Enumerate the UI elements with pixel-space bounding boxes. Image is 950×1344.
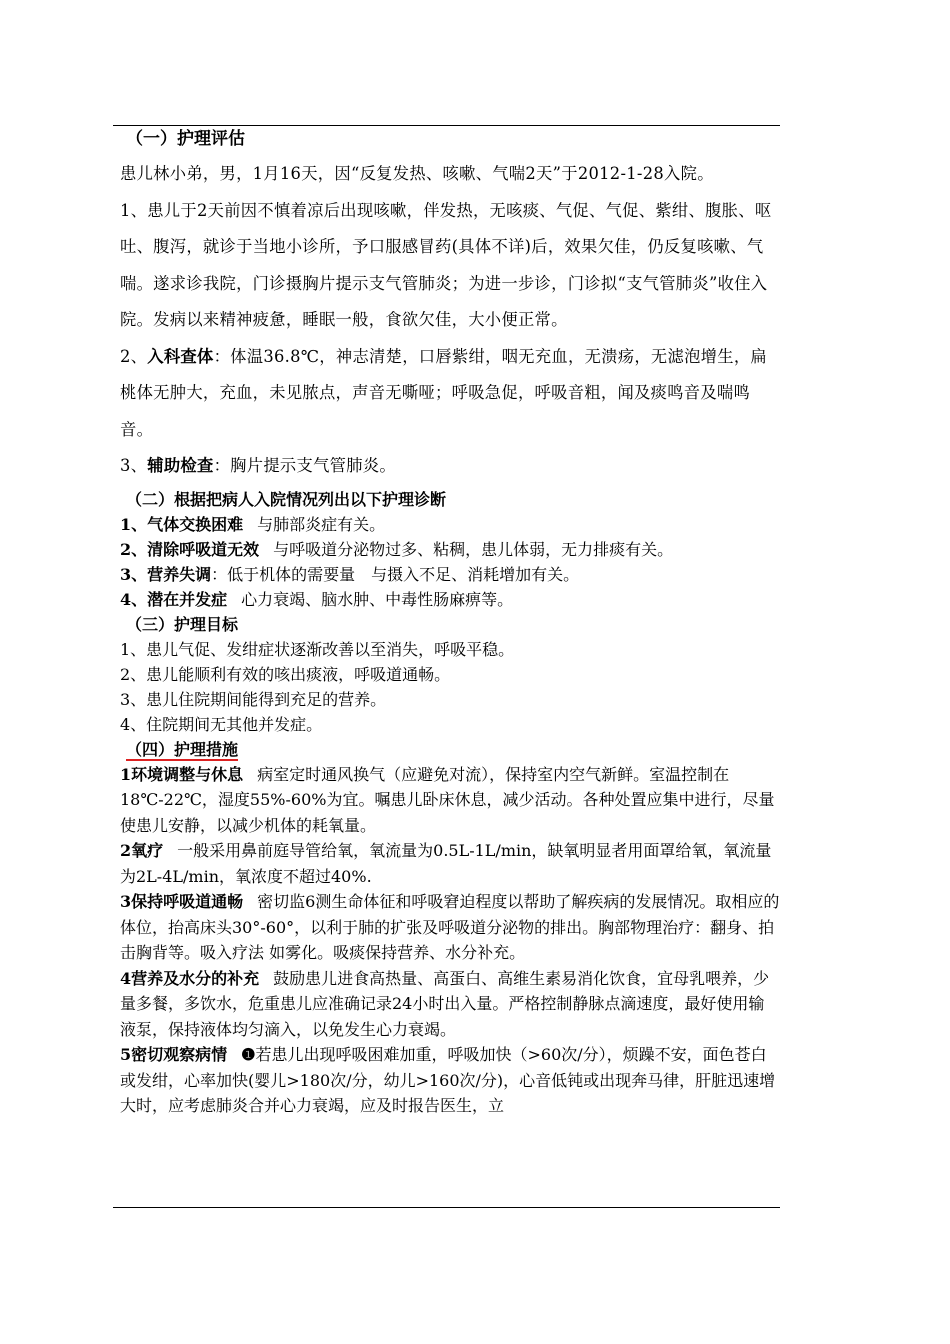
aux-prefix: 3、: [120, 456, 148, 475]
section-diagnosis: [120, 487, 780, 612]
measure-label: 2氧疗: [120, 841, 164, 860]
measure-text: 鼓励患儿进食高热量、高蛋白、高维生素易消化饮食，宜母乳喂养，少量多餐，多饮水，危重患儿应准确记录24小时出入量。严格控制静脉点滴速度，最好使用输液泵，保持液体均匀滴入，以免发生心力衰竭。: [120, 968, 770, 1039]
aux-text: ：胸片提示支气管肺炎。: [213, 456, 396, 475]
diagnosis-label: 1、气体交换困难: [120, 514, 244, 534]
measure-text: 一般采用鼻前庭导管给氧，氧流量为0.5L-1L/min，缺氧明显者用面罩给氧，氧流量为2L-4L/min，氧浓度不超过40%.: [120, 841, 772, 886]
footer-rule: [113, 1207, 780, 1208]
diagnosis-item-1: [120, 512, 780, 537]
measure-item-4: [120, 966, 780, 1043]
document-page: [120, 126, 780, 1119]
diagnosis-item-2: [120, 537, 780, 562]
measure-label: 5密切观察病情: [120, 1045, 228, 1064]
section-measures: [120, 737, 780, 1119]
diagnosis-text: 心力衰竭、脑水肿、中毒性肠麻痹等。: [241, 589, 514, 609]
section-title-measures: [126, 737, 780, 762]
measure-label: 3保持呼吸道通畅: [120, 892, 244, 911]
assessment-item-exam: [120, 339, 780, 449]
bullet-icon: ❶: [241, 1045, 256, 1064]
exam-text: ：体温36.8℃，神志清楚，口唇紫绀，咽无充血，无溃疡，无滤泡增生，扁桃体无肿大，充血，未见脓点，声音无嘶哑；呼吸急促，呼吸音粗，闻及痰鸣音及喘鸣音。: [120, 346, 767, 439]
aux-label: 辅助检查: [147, 456, 214, 475]
assessment-item-history: 1、患儿于2天前因不慎着凉后出现咳嗽，伴发热，无咳痰、气促、气促、紫绀、腹胀、呕吐、腹泻，就诊于当地小诊所，予口服感冒药(具体不详)后，效果欠佳，仍反复咳嗽、气喘。遂求诊我院，门诊摄胸片提示支气管肺炎；为进一步诊，门诊拟“支气管肺炎”收住入院。发病以来精神疲惫，睡眠一般，食欲欠佳，大小便正常。: [120, 200, 772, 329]
measure-item-2: [120, 838, 780, 889]
exam-prefix: 2、: [120, 346, 148, 366]
measure-item-1: [120, 762, 780, 839]
section-title-diagnosis: （二）根据把病人入院情况列出以下护理诊断: [126, 489, 447, 509]
diagnosis-text: 与呼吸道分泌物过多、粘稠，患儿体弱，无力排痰有关。: [273, 539, 674, 559]
diagnosis-label: 4、潜在并发症: [120, 589, 228, 609]
diagnosis-text: ：低于机体的需要量 与摄入不足、消耗增加有关。: [211, 564, 580, 584]
diagnosis-label: 2、清除呼吸道无效: [120, 539, 260, 559]
patient-intro: 患儿林小弟，男，1月16天，因“反复发热、咳嗽、气喘2天”于2012-1-28入院。: [120, 164, 714, 183]
section-title-assessment: （一）护理评估: [126, 129, 245, 149]
goal-item: 2、患儿能顺利有效的咳出痰液，呼吸道通畅。: [120, 664, 451, 684]
assessment-item-aux: [120, 448, 780, 485]
goal-item: 3、患儿住院期间能得到充足的营养。: [120, 689, 387, 709]
diagnosis-label: 3、营养失调: [120, 564, 212, 584]
section-title-goals: （三）护理目标: [126, 614, 239, 634]
section-goals: [120, 612, 780, 737]
section-assessment: [120, 126, 780, 485]
measure-text: 病室定时通风换气（应避免对流），保持室内空气新鲜。室温控制在18℃-22℃，湿度55%-60%为宜。嘱患儿卧床休息，减少活动。各种处置应集中进行，尽量使患儿安静，以减少机体的耗氧量。: [120, 764, 775, 835]
diagnosis-text: 与肺部炎症有关。: [257, 514, 386, 534]
measure-label: 4营养及水分的补充: [120, 968, 260, 988]
measure-text: 若患儿出现呼吸困难加重，呼吸加快（>60次/分），烦躁不安，面色苍白或发绀，心率加快(婴儿>180次/分，幼儿>160次/分)，心音低钝或出现奔马律，肝脏迅速增大时，应考虑肺炎合并心力衰竭，应及时报告医生，立: [120, 1045, 776, 1115]
measure-item-3: [120, 889, 780, 966]
diagnosis-item-3: [120, 562, 780, 587]
measure-text: 密切监6测生命体征和呼吸窘迫程度以帮助了解疾病的发展情况。取相应的体位，抬高床头30°-60°，以利于肺的扩张及呼吸道分泌物的排出。胸部物理治疗：翻身、拍击胸背等。吸入疗法 如雾化。吸痰保持营养、水分补充。: [120, 892, 780, 962]
goal-item: 1、患儿气促、发绀症状逐渐改善以至消失，呼吸平稳。: [120, 639, 515, 659]
diagnosis-item-4: [120, 587, 780, 612]
measure-label: 1环境调整与休息: [120, 764, 244, 784]
goal-item: 4、住院期间无其他并发症。: [120, 714, 323, 734]
measures-title-text: （四）护理措施: [126, 739, 239, 759]
exam-label: 入科查体: [147, 346, 214, 366]
measure-item-5: [120, 1042, 780, 1119]
